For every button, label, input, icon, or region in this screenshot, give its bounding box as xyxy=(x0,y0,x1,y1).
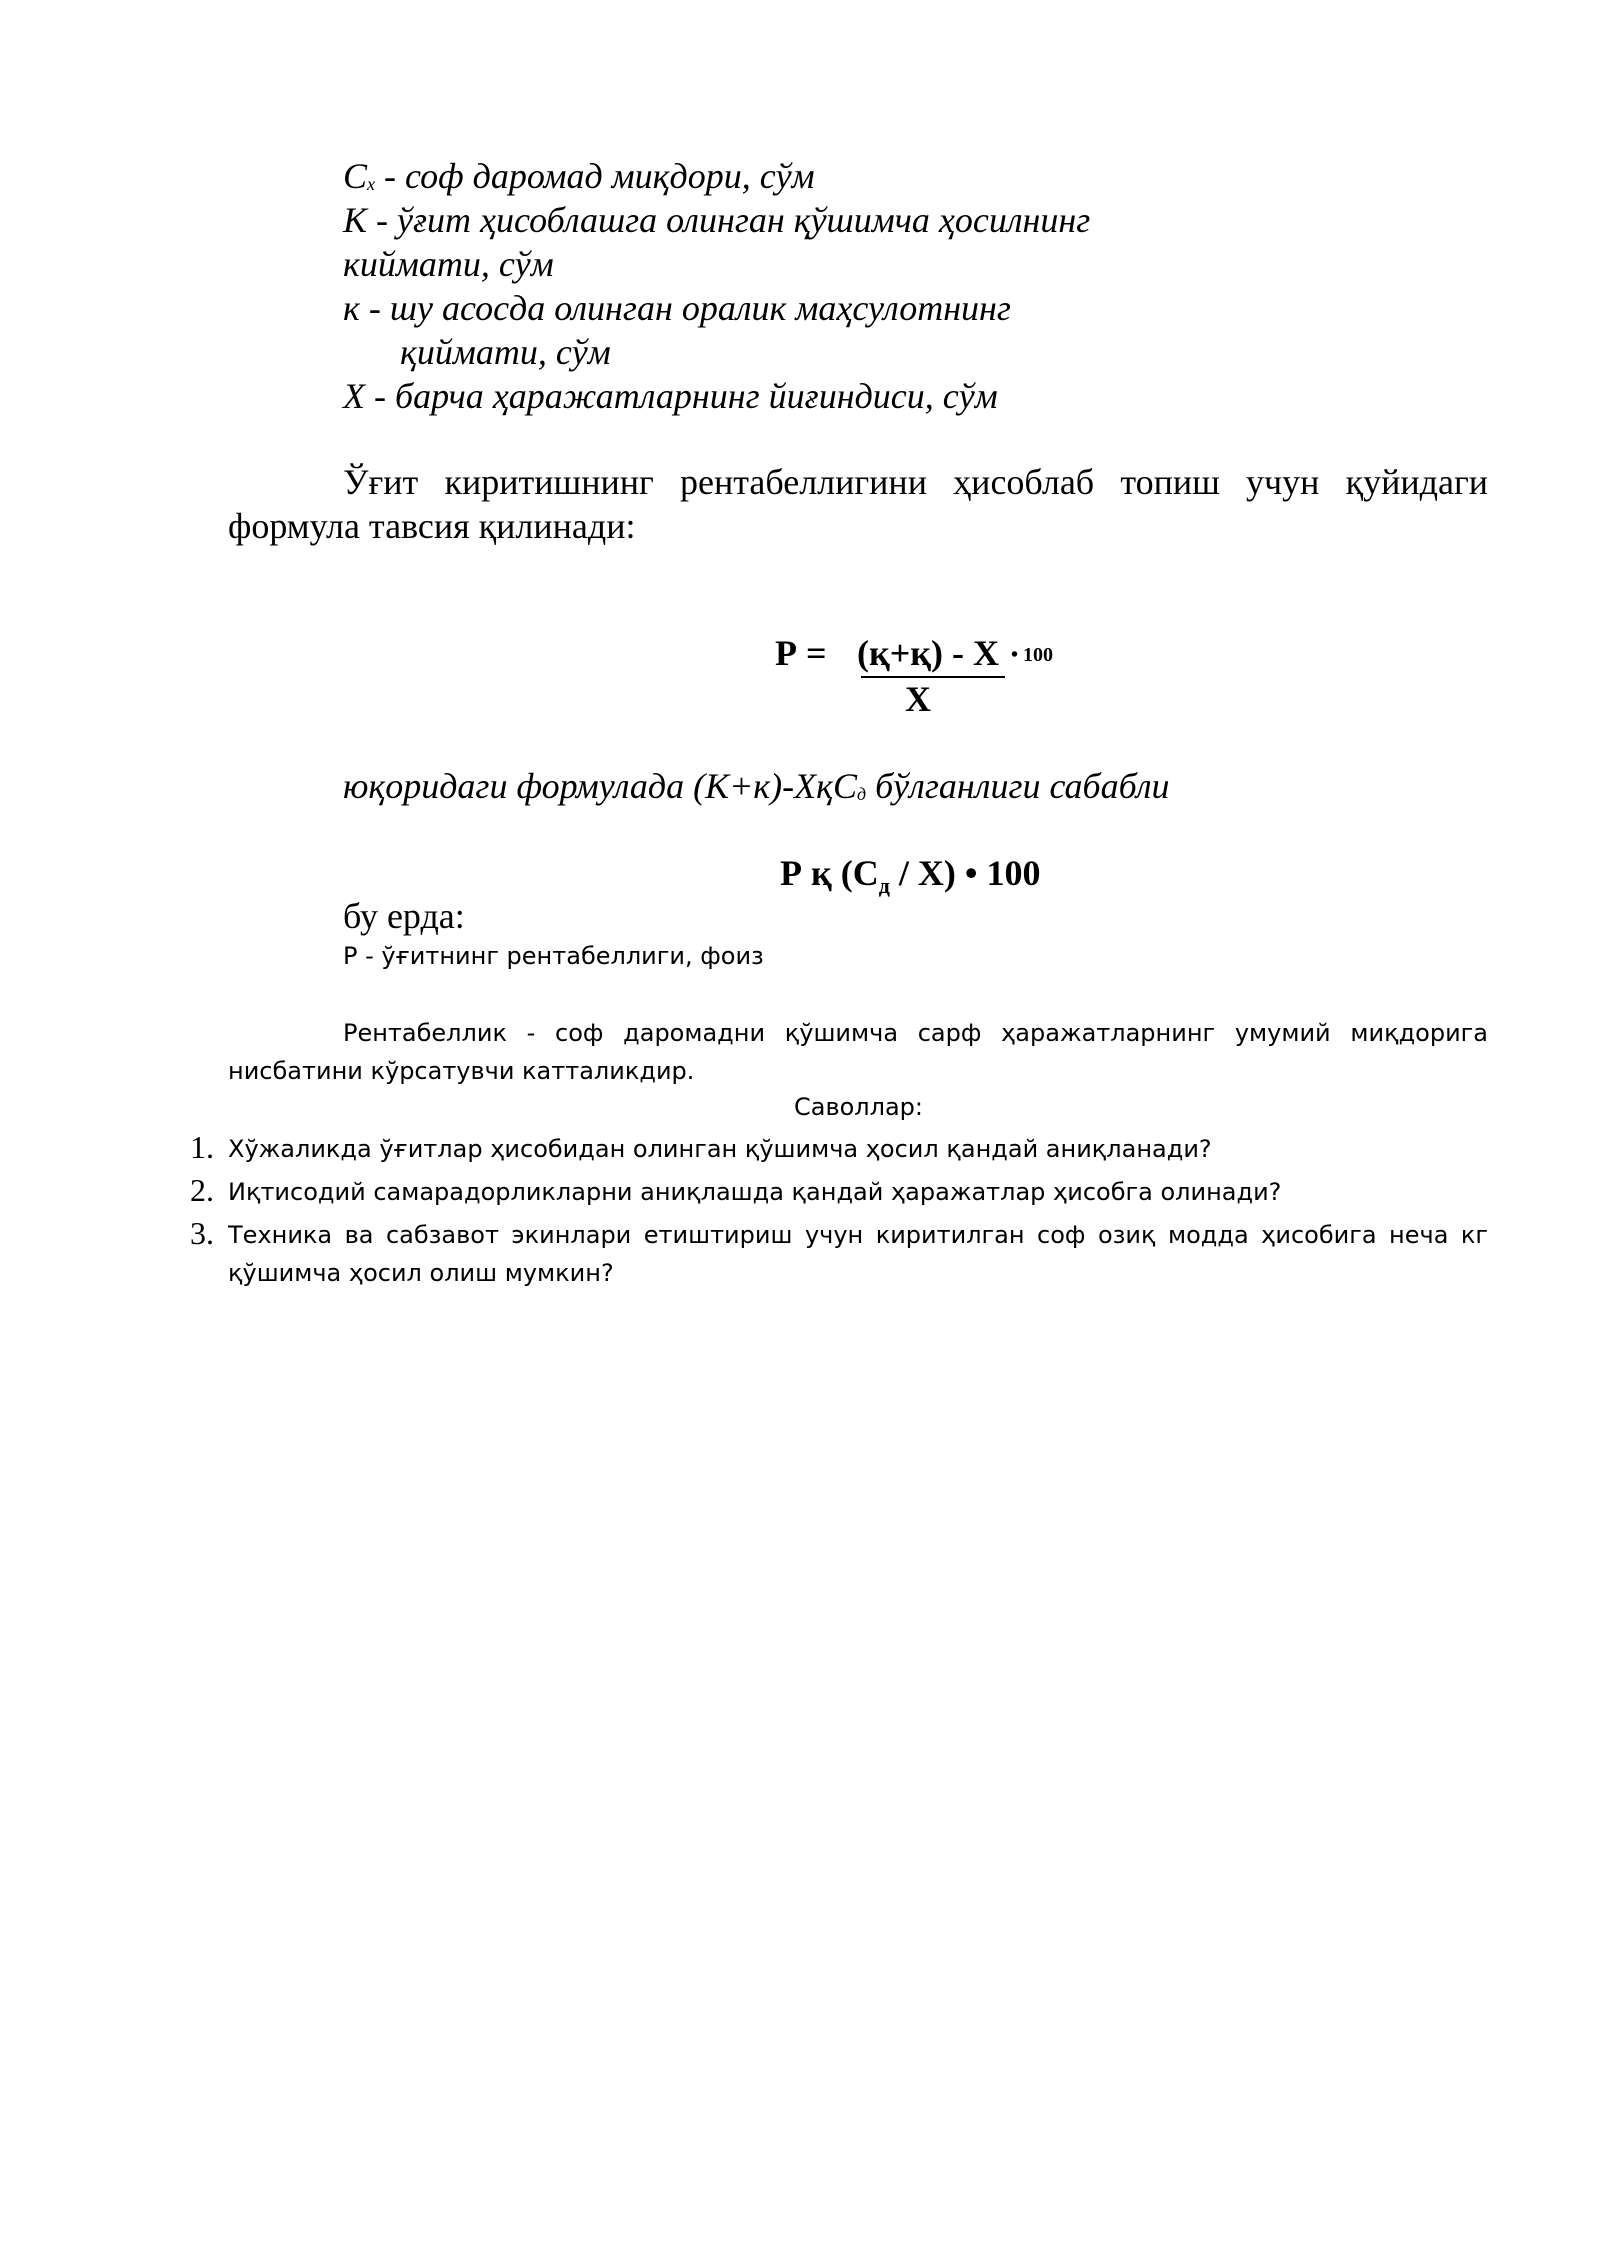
definition-small-k-cont xyxy=(400,330,611,374)
where-label: бу ерда: xyxy=(343,896,465,936)
formula-rentability xyxy=(775,632,1075,722)
intro-paragraph xyxy=(228,460,1488,548)
definition-text: қиймати, сўм xyxy=(400,332,611,372)
question-item xyxy=(228,1130,1488,1168)
question-item xyxy=(228,1173,1488,1211)
question-text: Хўжаликда ўғитлар ҳисобидан олинган қўшимча ҳосил қандай аниқланади? xyxy=(228,1135,1212,1163)
definition-text: - барча ҳаражатларнинг йиғиндиси, сўм xyxy=(365,376,998,416)
questions-title: Саволлар: xyxy=(794,1093,923,1121)
definition-subscript: x xyxy=(367,174,376,194)
formula-note xyxy=(343,764,1170,816)
formula-note-suffix: бўлганлиги сабабли xyxy=(866,766,1170,806)
definition-x xyxy=(343,374,998,418)
where-item: Р - ўғитнинг рентабеллиги, фоиз xyxy=(343,942,764,970)
formula-numerator: (қ+қ) - Х xyxy=(857,633,999,673)
question-text: Иқтисодий самарадорликларни аниқлашда қандай ҳаражатлар ҳисобга олинади? xyxy=(228,1178,1282,1206)
intro-paragraph-text: Ўғит киритишнинг рентабеллигини ҳисоблаб топиш учун қуйидаги формула тавсия қилинади: xyxy=(228,462,1488,546)
formula-lhs: Р = xyxy=(775,633,827,673)
definition-symbol: C xyxy=(343,156,368,196)
question-number: 3. xyxy=(190,1215,214,1251)
fraction-line xyxy=(861,676,1005,678)
definition-symbol: K xyxy=(343,200,368,240)
definition-text: - шу асосда олинган оралик маҳсулотнинг xyxy=(359,288,1011,328)
definition-k-cont xyxy=(343,242,554,286)
definition-text: - ўғит ҳисоблашга олинган қўшимча ҳосилнинг xyxy=(367,200,1091,240)
definition-paragraph-text: Рентабеллик - соф даромадни қўшимча сарф ҳаражатларнинг умумий миқдорига нисбатини кўрсатувчи катталикдир. xyxy=(228,1019,1488,1085)
formula-denominator: Х xyxy=(905,679,931,719)
definition-k xyxy=(343,198,1090,242)
definition-small-k xyxy=(343,286,1011,330)
definition-symbol: к xyxy=(343,288,360,328)
question-item xyxy=(228,1216,1488,1292)
formula2-prefix: Р қ (С xyxy=(780,853,879,893)
question-number: 1. xyxy=(190,1129,214,1165)
definition-paragraph xyxy=(228,1014,1488,1090)
definition-symbol: X xyxy=(343,376,365,416)
formula-note-subscript: д xyxy=(856,784,867,804)
formula2-subscript: д xyxy=(878,873,890,899)
formula-multiplier: • 100 xyxy=(1011,644,1054,666)
definition-text: киймати, сўм xyxy=(343,244,554,284)
question-text: Техника ва сабзавот экинлари етиштириш учун киритилган соф озиқ модда ҳисобига неча кг қўшимча ҳосил олиш мумкин? xyxy=(228,1221,1488,1287)
formula-note-prefix: юқоридаги формулада (К+к)-ХқС xyxy=(343,766,857,806)
formula2-suffix: / Х) • 100 xyxy=(889,853,1041,893)
definition-text: - соф даромад миқдори, сўм xyxy=(375,156,815,196)
formula-simplified xyxy=(780,852,1040,899)
question-number: 2. xyxy=(190,1172,214,1208)
